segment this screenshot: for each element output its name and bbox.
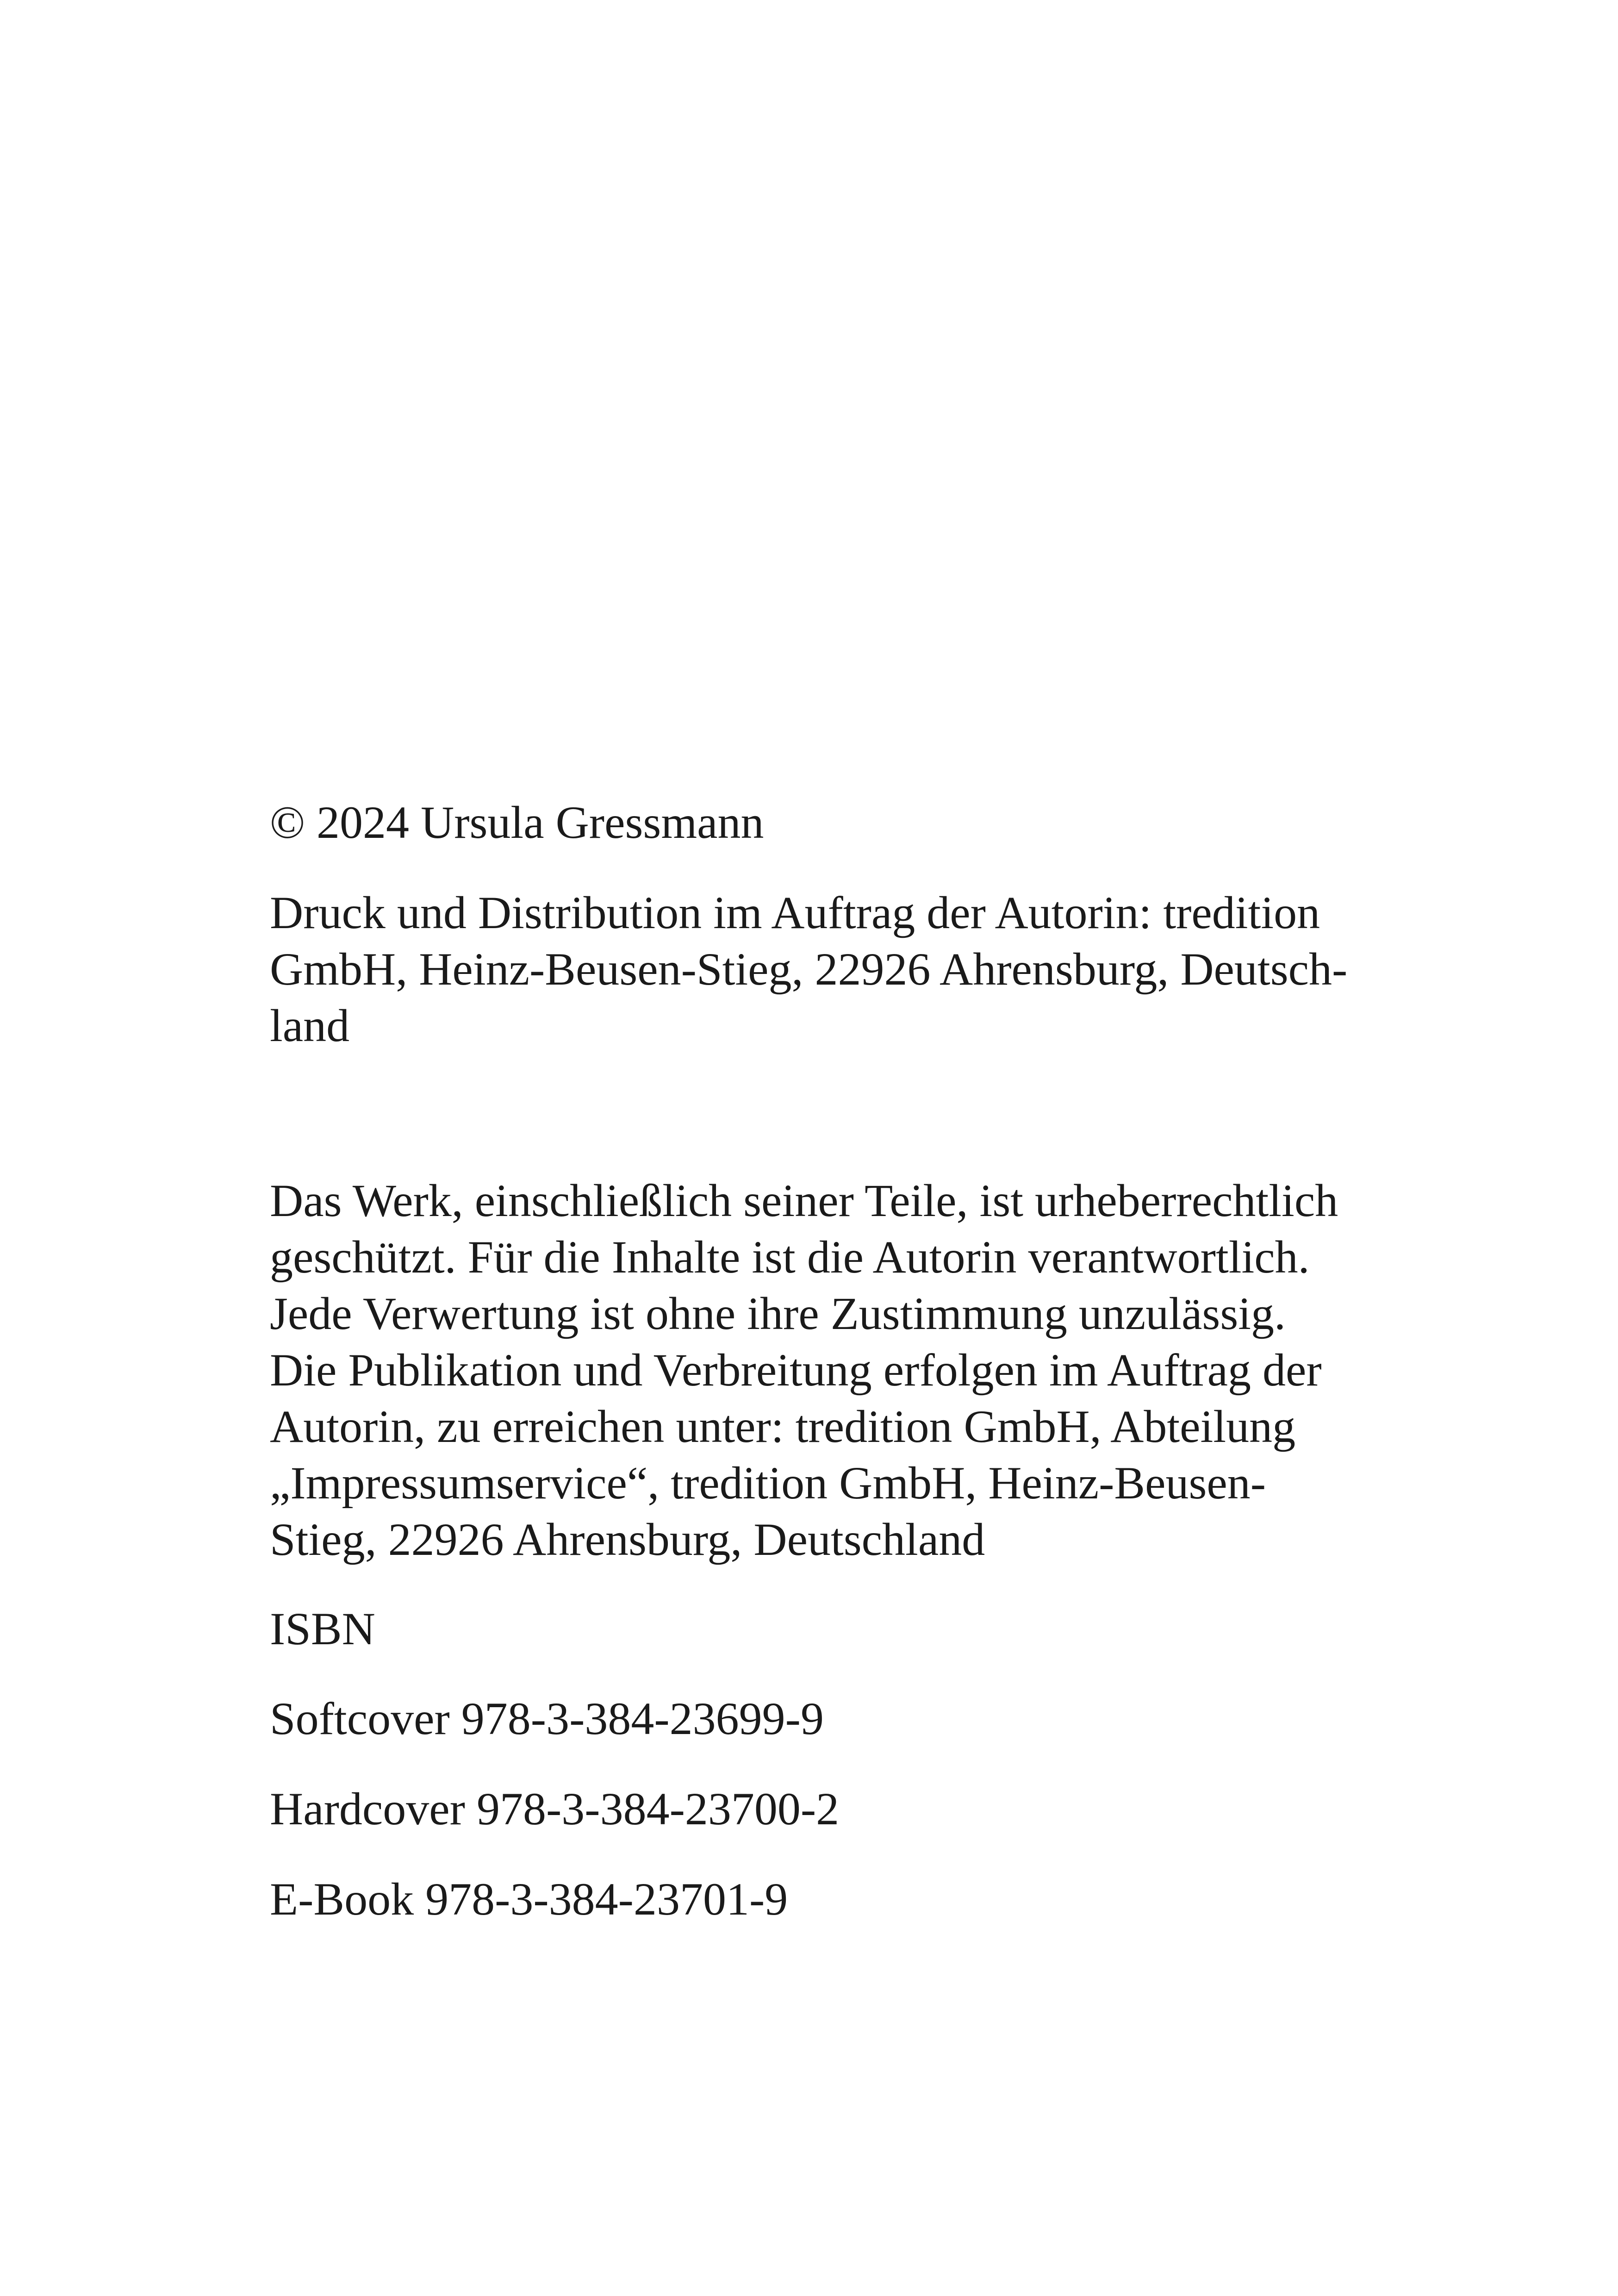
legal-notice-line: Autorin, zu erreichen unter: tredition GmbH, Abteilung (270, 1401, 1296, 1452)
isbn-softcover (270, 1691, 1381, 1747)
legal-notice-line: „Impressumservice“, tredition GmbH, Heinz-Beusen- (270, 1457, 1266, 1509)
print-info-line: GmbH, Heinz-Beusen-Stieg, 22926 Ahrensburg, Deutsch- (270, 943, 1348, 995)
isbn-softcover-text: Softcover 978-3-384-23699-9 (270, 1693, 824, 1744)
legal-notice-line: Die Publikation und Verbreitung erfolgen im Auftrag der (270, 1344, 1322, 1396)
print-info-line: land (270, 1000, 350, 1051)
legal-notice-line: Stieg, 22926 Ahrensburg, Deutschland (270, 1514, 985, 1565)
isbn-ebook (270, 1871, 1381, 1928)
legal-notice-line: geschützt. Für die Inhalte ist die Autorin verantwortlich. (270, 1231, 1310, 1283)
isbn-hardcover-text: Hardcover 978-3-384-23700-2 (270, 1783, 840, 1834)
legal-notice-line: Das Werk, einschließlich seiner Teile, ist urheberrechtlich (270, 1175, 1338, 1226)
isbn-heading-text: ISBN (270, 1603, 375, 1654)
legal-notice (270, 1173, 1381, 1568)
print-info-line: Druck und Distribution im Auftrag der Autorin: tredition (270, 887, 1320, 938)
isbn-hardcover (270, 1781, 1381, 1837)
copyright-line: © 2024 Ursula Gressmann (270, 797, 764, 848)
isbn-heading (270, 1601, 1381, 1657)
legal-notice-line: Jede Verwertung ist ohne ihre Zustimmung unzulässig. (270, 1288, 1286, 1339)
isbn-ebook-text: E-Book 978-3-384-23701-9 (270, 1873, 788, 1925)
copyright-notice (270, 794, 1381, 851)
print-distribution-info (270, 885, 1381, 1054)
